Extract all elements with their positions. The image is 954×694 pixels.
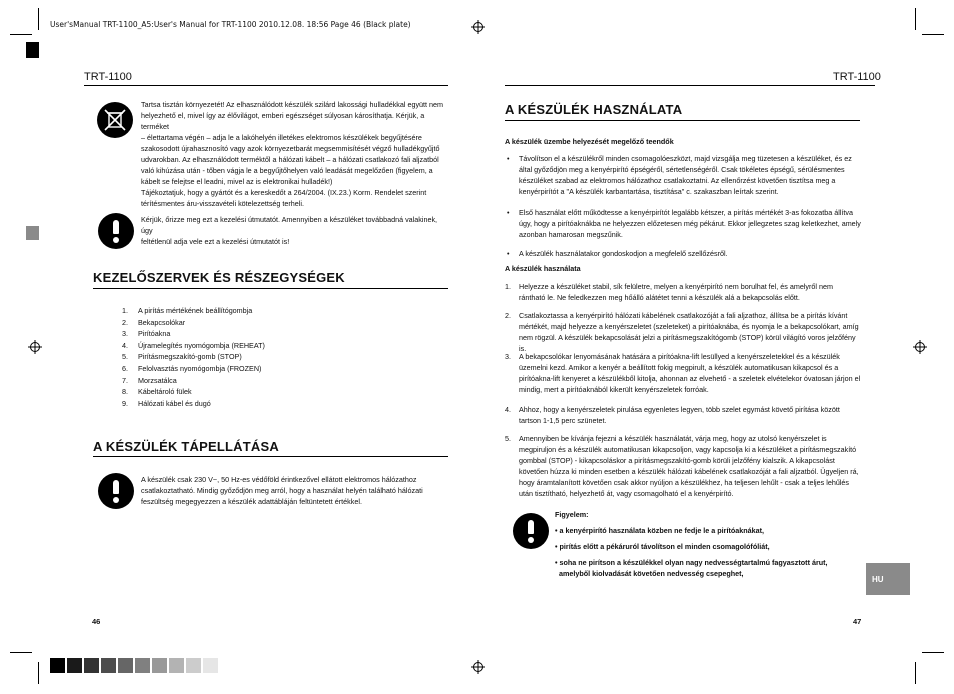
right-page-number: 47 bbox=[853, 617, 862, 626]
left-page-number: 46 bbox=[92, 617, 101, 626]
left-model-label: TRT-1100 bbox=[84, 71, 132, 83]
color-swatch bbox=[118, 658, 133, 673]
color-swatch bbox=[101, 658, 116, 673]
usage-section-title: A KÉSZÜLÉK HASZNÁLATA bbox=[505, 102, 683, 117]
crop-mark bbox=[10, 652, 32, 653]
list-item: 5. Pirításmegszakító-gomb (STOP) bbox=[122, 352, 242, 362]
color-swatch bbox=[186, 658, 201, 673]
warning-icon bbox=[98, 473, 134, 509]
list-item: 8. Kábeltároló fülek bbox=[122, 387, 192, 397]
use-heading: A készülék használata bbox=[505, 264, 581, 273]
crop-mark bbox=[10, 34, 32, 35]
color-swatch bbox=[50, 658, 65, 673]
power-title-rule bbox=[93, 456, 448, 457]
crop-mark bbox=[38, 662, 39, 684]
right-header-rule bbox=[505, 85, 875, 86]
power-text: A készülék csak 230 V~, 50 Hz-es védőföld érintkezővel ellátott elektromos hálózathoz csatlakoztatható. Mindig győződjön meg arról, hogy a használat helyén található hálózati feszültség megegyezzen a készülék adattábláján feltüntetett értékkel. bbox=[141, 475, 423, 506]
language-tab: HU bbox=[866, 563, 910, 595]
prep-heading: A készülék üzembe helyezését megelőző teendők bbox=[505, 137, 674, 146]
crop-mark bbox=[915, 662, 916, 684]
power-section-title: A KÉSZÜLÉK TÁPELLÁTÁSA bbox=[93, 439, 279, 454]
left-header-rule bbox=[84, 85, 448, 86]
registration-mark-icon bbox=[471, 660, 485, 674]
color-swatch bbox=[135, 658, 150, 673]
color-swatch bbox=[203, 658, 218, 673]
registration-mark-icon bbox=[28, 340, 42, 354]
warning-block: Figyelem: • a kenyérpirító használata közben ne fedje le a pirítóaknákat, • pirítás előtt a pékáruról távolítson el minden csomagolófóliát, • soha ne pirítson a készülékkel olyan nagy nedvességtartalmú fagyasztott árut, amelyből kiolvadását követően nedvesség csepeghet, bbox=[555, 510, 828, 578]
list-item: 1. A pirítás mértékének beállítógombja bbox=[122, 306, 253, 315]
keep-manual-text: Kérjük, őrizze meg ezt a kezelési útmutatót. Amennyiben a készüléket továbbadná valakinek, úgy feltétlenül adja vele ezt a kezelési útmutatót is! bbox=[141, 215, 438, 246]
usage-title-rule bbox=[505, 120, 860, 121]
crop-mark bbox=[915, 8, 916, 30]
color-swatch bbox=[169, 658, 184, 673]
controls-list bbox=[122, 305, 265, 409]
controls-title-rule bbox=[93, 288, 448, 289]
crop-mark bbox=[922, 34, 944, 35]
disposal-text: Tartsa tisztán környezetét! Az elhasználódott készülék szilárd lakossági hulladékkal együtt nem helyezhető el, mivel így az élővilágot, emberi egészséget súlyosan károsíthatja. Kérjük, a terméket – élettartama végén – adja le a lakóhelyén illetékes elektromos készülékek begyűjtésére szakosodott újrahasznosító vagy azok környezetbarát megsemmisítését végző hulladékgyűjtő udvarokban. Az elhasználódott terméktől a hálózati kábelt – a hálózati csatlakozó fali aljzatból való kihúzása után - tőben vágja le a begyűjtőhelyen való leadását megelőzően (figyelem, a kábelt se felejtse el leadni, mivel az is elektronikai hulladék!) Tájékoztatjuk, hogy a gyártót és a kereskedőt a 264/2004. (IX.23.) Korm. Rendelet szerint térítésmentes áru-visszavételi kötelezettség terheli. bbox=[141, 100, 444, 208]
warning-icon bbox=[513, 513, 549, 549]
controls-section-title: KEZELŐSZERVEK ÉS RÉSZEGYSÉGEK bbox=[93, 270, 345, 285]
list-item: 7. Morzsatálca bbox=[122, 375, 177, 385]
list-item: 6. Felolvasztás nyomógombja (FROZEN) bbox=[122, 363, 262, 373]
color-swatch bbox=[67, 658, 82, 673]
print-header: User'sManual TRT-1100_A5:User's Manual for TRT-1100 2010.12.08. 18:56 Page 46 (Black plate) bbox=[50, 20, 411, 29]
gray-plate-square bbox=[26, 226, 39, 240]
black-plate-square bbox=[26, 42, 39, 58]
warning-icon bbox=[98, 213, 134, 249]
color-swatch bbox=[84, 658, 99, 673]
list-item: 3. Pirítóakna bbox=[122, 329, 171, 339]
registration-mark-icon bbox=[913, 340, 927, 354]
list-item: 2. Bekapcsolókar bbox=[122, 317, 186, 327]
list-item: 4. Újramelegítés nyomógombja (REHEAT) bbox=[122, 340, 265, 350]
crop-mark bbox=[38, 8, 39, 30]
color-swatch bbox=[152, 658, 167, 673]
list-item: 9. Hálózati kábel és dugó bbox=[122, 398, 211, 408]
crossed-bin-icon bbox=[97, 102, 133, 138]
crop-mark bbox=[922, 652, 944, 653]
registration-mark-icon bbox=[471, 20, 485, 34]
right-model-label: TRT-1100 bbox=[833, 71, 881, 83]
